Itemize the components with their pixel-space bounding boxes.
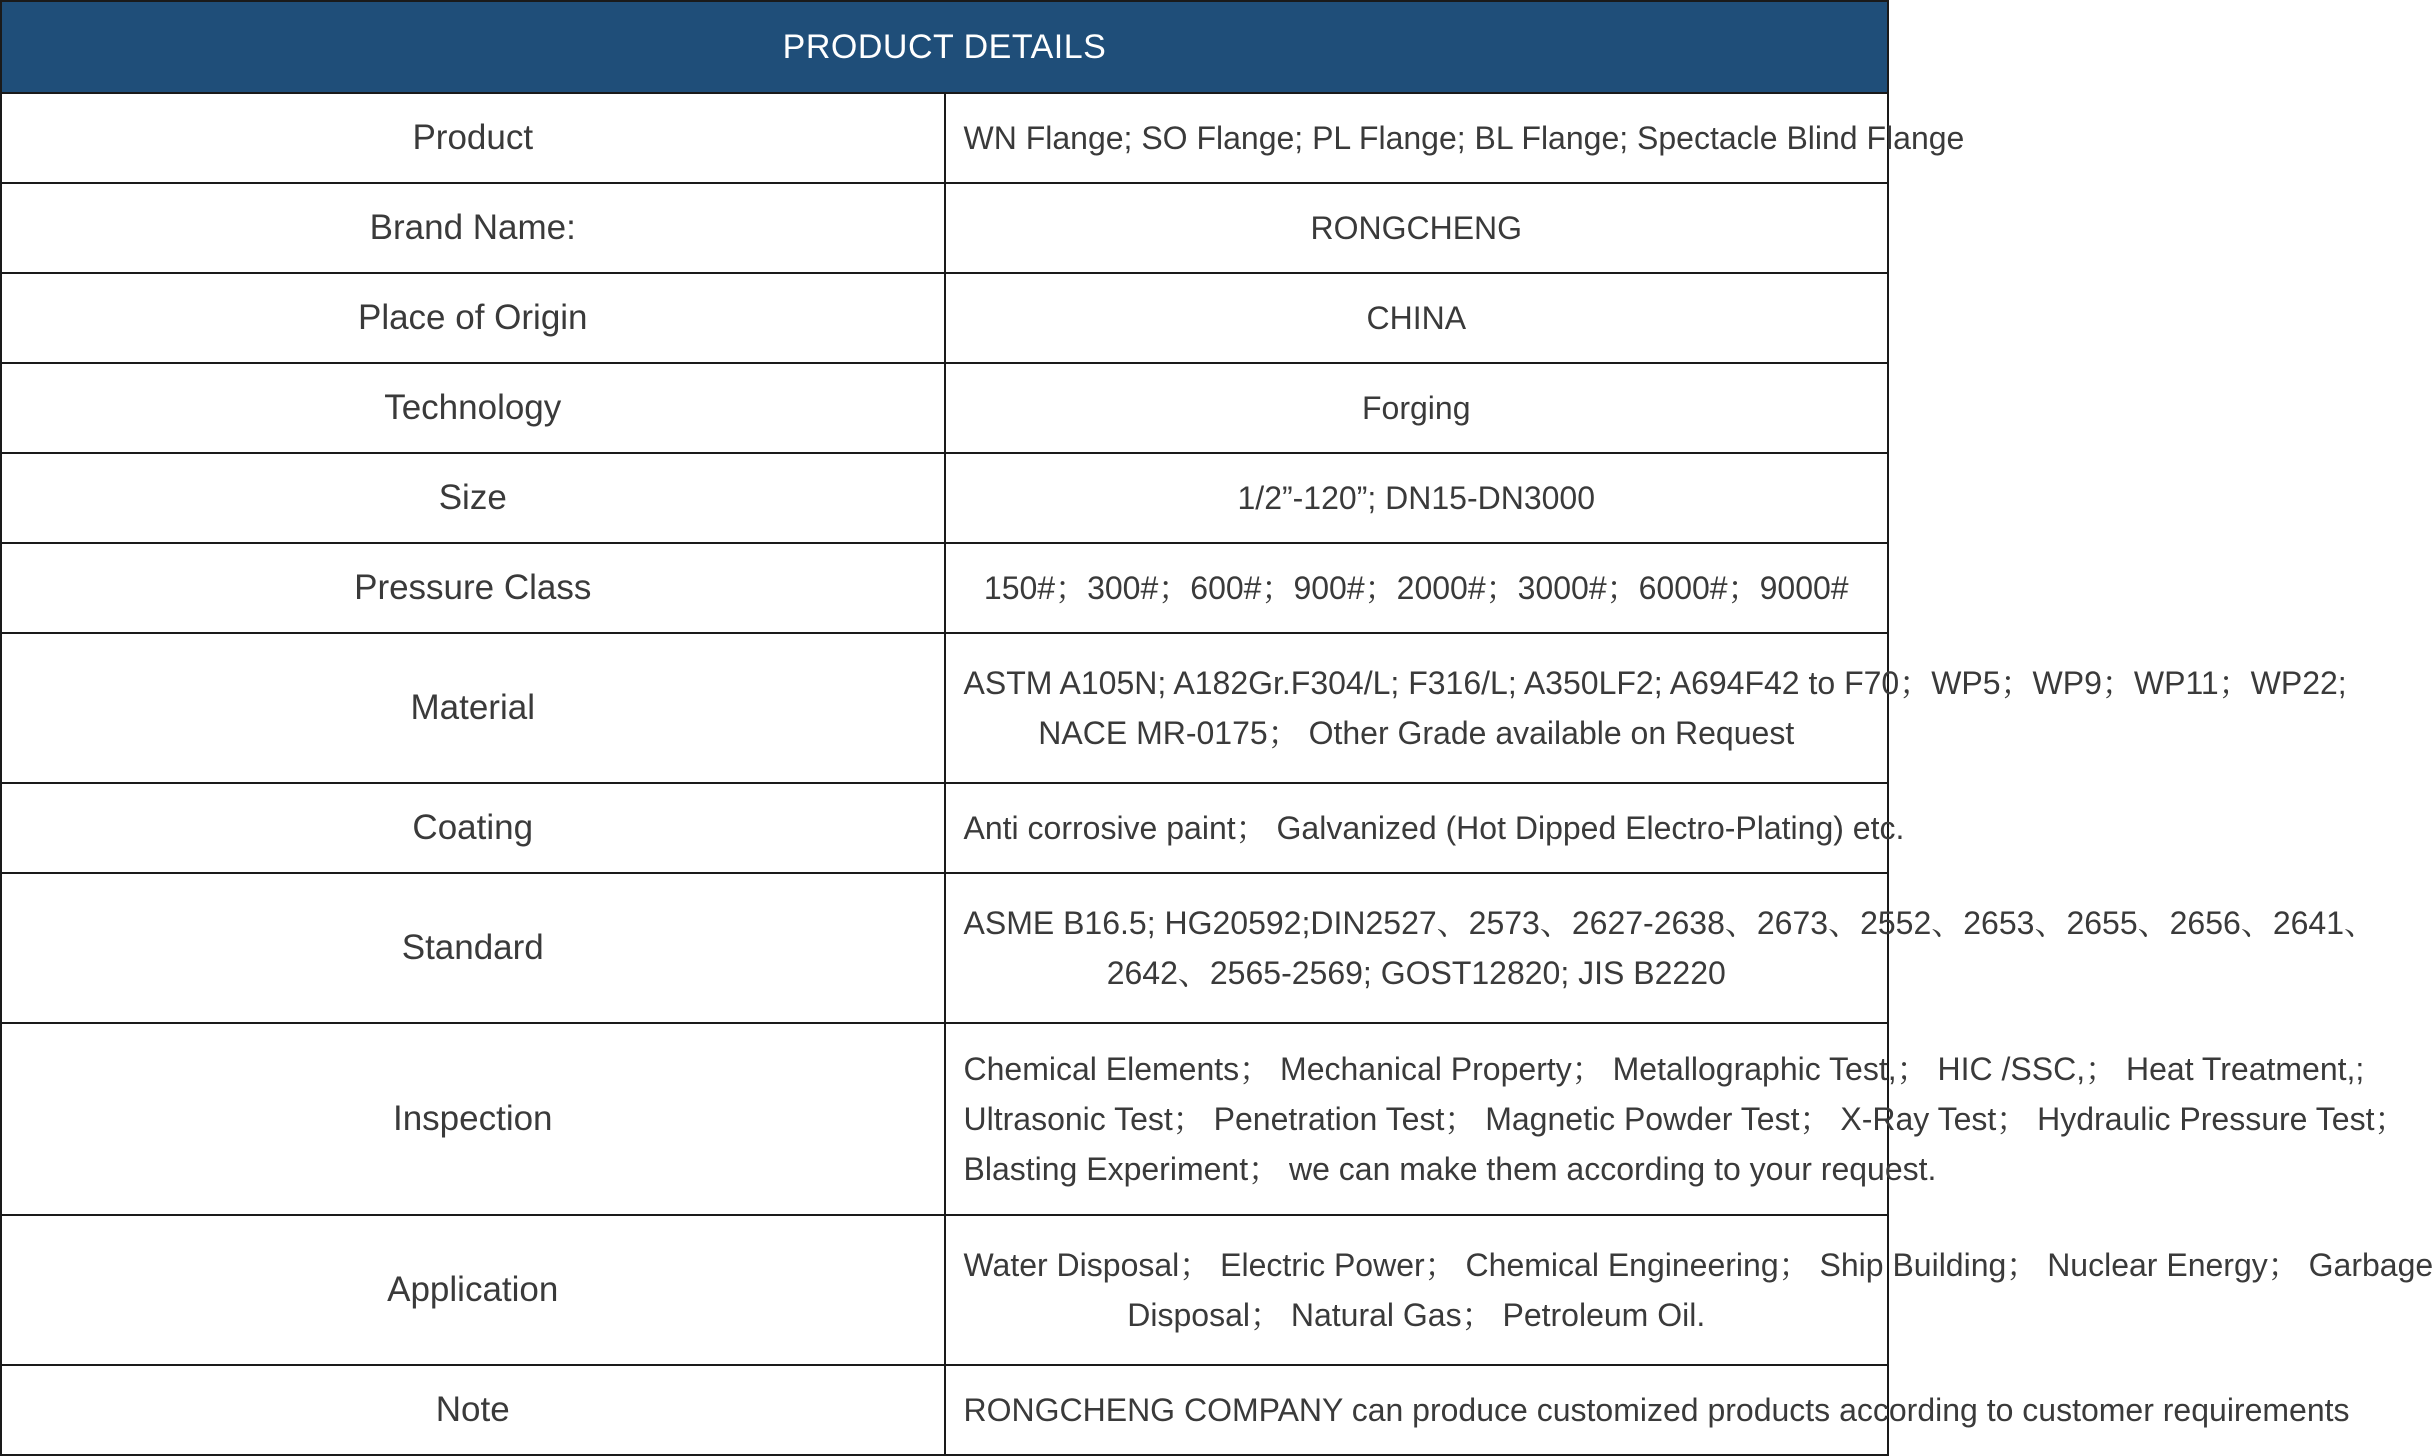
value-line: NACE MR-0175； Other Grade available on Request: [1038, 715, 1795, 751]
table-row-brand-name: [1, 183, 1888, 273]
row-label: Product: [1, 93, 945, 183]
row-value: [945, 633, 2347, 783]
row-label: Standard: [1, 873, 945, 1023]
table-row-inspection: [1, 1023, 1888, 1215]
table-row-material: [1, 633, 1888, 783]
table-row-standard: [1, 873, 1888, 1023]
row-label: Technology: [1, 363, 945, 453]
value-line: 2642、2565-2569; GOST12820; JIS B2220: [1106, 955, 1726, 991]
table-row-technology: [1, 363, 1888, 453]
row-label: Pressure Class: [1, 543, 945, 633]
row-value: [945, 873, 2376, 1023]
row-label: Material: [1, 633, 945, 783]
table-row-place-of-origin: [1, 273, 1888, 363]
value-line: Anti corrosive paint； Galvanized (Hot Dipped Electro-Plating) etc.: [963, 810, 1905, 846]
table-row-coating: [1, 783, 1888, 873]
row-label: Note: [1, 1365, 945, 1455]
value-line: RONGCHENG: [1310, 210, 1523, 246]
value-line: Blasting Experiment； we can make them according to your request.: [963, 1151, 1937, 1187]
row-value: [945, 1023, 2407, 1215]
table-row-product: [1, 93, 1888, 183]
table-row-pressure-class: [1, 543, 1888, 633]
row-value: [945, 453, 1889, 543]
value-line: 1/2”-120”; DN15-DN3000: [1237, 480, 1595, 516]
value-line: Ultrasonic Test； Penetration Test； Magnetic Powder Test； X-Ray Test； Hydraulic Pressure Test；: [963, 1101, 2407, 1137]
row-label: Inspection: [1, 1023, 945, 1215]
value-line: 150#；300#；600#；900#；2000#；3000#；6000#；9000#: [983, 570, 1849, 606]
value-line: Forging: [1362, 390, 1471, 426]
table-row-note: [1, 1365, 1888, 1455]
value-line: Chemical Elements； Mechanical Property； Metallographic Test,； HIC /SSC,； Heat Treatment,;: [963, 1051, 2365, 1087]
value-line: RONGCHENG COMPANY can produce customized products according to customer requirements: [963, 1392, 2350, 1428]
value-line: ASTM A105N; A182Gr.F304/L; F316/L; A350LF2; A694F42 to F70；WP5；WP9；WP11；WP22;: [963, 665, 2347, 701]
table-row-application: [1, 1215, 1888, 1365]
value-line: Disposal； Natural Gas； Petroleum Oil.: [1127, 1297, 1706, 1333]
row-value: [945, 183, 1889, 273]
row-value: [945, 543, 1889, 633]
row-label: Size: [1, 453, 945, 543]
row-value: [945, 273, 1889, 363]
row-value: [945, 363, 1889, 453]
row-label: Application: [1, 1215, 945, 1365]
row-value: [945, 1365, 2350, 1455]
row-value: [945, 93, 1965, 183]
table-header-row: [1, 1, 1888, 93]
value-line: ASME B16.5; HG20592;DIN2527、2573、2627-2638、2673、2552、2653、2655、2656、2641、: [963, 905, 2376, 941]
value-line: WN Flange; SO Flange; PL Flange; BL Flange; Spectacle Blind Flange: [963, 120, 1965, 156]
table-title: PRODUCT DETAILS: [1, 1, 1888, 93]
row-value: [945, 783, 1905, 873]
row-label: Coating: [1, 783, 945, 873]
value-line: CHINA: [1366, 300, 1467, 336]
table-row-size: [1, 453, 1888, 543]
value-line: Water Disposal； Electric Power； Chemical Engineering； Ship Building； Nuclear Energy； Garbage: [963, 1247, 2433, 1283]
row-value: [945, 1215, 2433, 1365]
row-label: Place of Origin: [1, 273, 945, 363]
row-label: Brand Name:: [1, 183, 945, 273]
